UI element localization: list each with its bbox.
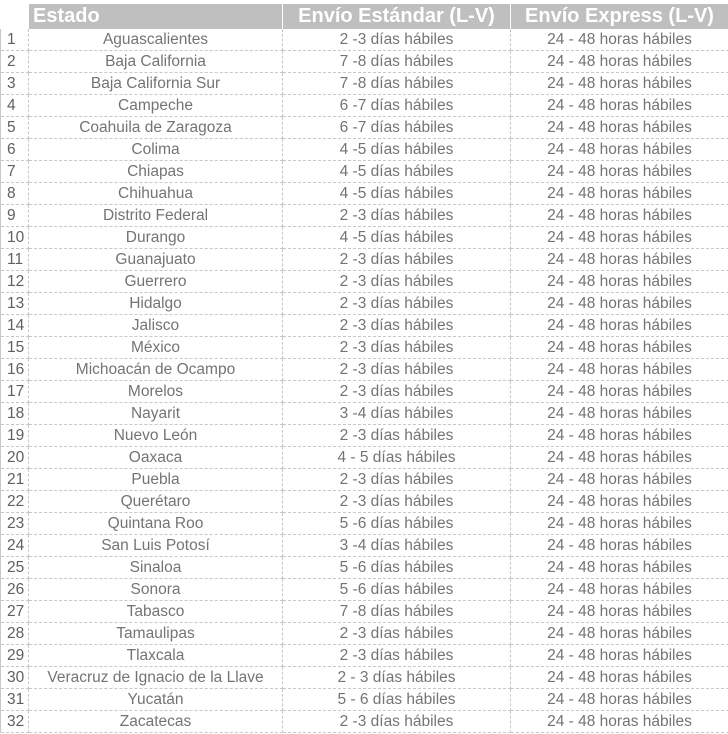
state-name: Oaxaca bbox=[29, 447, 283, 469]
express-shipping-time: 24 - 48 horas hábiles bbox=[511, 667, 728, 689]
standard-shipping-time: 2 -3 días hábiles bbox=[283, 205, 511, 227]
express-shipping-time: 24 - 48 horas hábiles bbox=[511, 359, 728, 381]
standard-shipping-time: 6 -7 días hábiles bbox=[283, 117, 511, 139]
state-name: Distrito Federal bbox=[29, 205, 283, 227]
express-shipping-time: 24 - 48 horas hábiles bbox=[511, 139, 728, 161]
header-row bbox=[1, 4, 728, 29]
express-shipping-time: 24 - 48 horas hábiles bbox=[511, 447, 728, 469]
express-shipping-time: 24 - 48 horas hábiles bbox=[511, 183, 728, 205]
row-number: 5 bbox=[1, 117, 29, 139]
express-shipping-time: 24 - 48 horas hábiles bbox=[511, 623, 728, 645]
table-row bbox=[1, 601, 728, 623]
state-name: Jalisco bbox=[29, 315, 283, 337]
state-name: San Luis Potosí bbox=[29, 535, 283, 557]
table-row bbox=[1, 139, 728, 161]
standard-shipping-time: 2 -3 días hábiles bbox=[283, 359, 511, 381]
standard-shipping-time: 5 - 6 días hábiles bbox=[283, 689, 511, 711]
state-name: Sonora bbox=[29, 579, 283, 601]
state-name: Tamaulipas bbox=[29, 623, 283, 645]
table-row bbox=[1, 359, 728, 381]
express-shipping-time: 24 - 48 horas hábiles bbox=[511, 469, 728, 491]
express-shipping-time: 24 - 48 horas hábiles bbox=[511, 51, 728, 73]
state-name: Yucatán bbox=[29, 689, 283, 711]
row-number: 20 bbox=[1, 447, 29, 469]
table-row bbox=[1, 403, 728, 425]
state-name: Durango bbox=[29, 227, 283, 249]
express-shipping-time: 24 - 48 horas hábiles bbox=[511, 711, 728, 733]
state-name: Campeche bbox=[29, 95, 283, 117]
table-row bbox=[1, 183, 728, 205]
express-shipping-time: 24 - 48 horas hábiles bbox=[511, 271, 728, 293]
table-row bbox=[1, 315, 728, 337]
header-number bbox=[1, 4, 29, 29]
row-number: 4 bbox=[1, 95, 29, 117]
header-standard-shipping: Envío Estándar (L-V) bbox=[283, 4, 511, 29]
table-row bbox=[1, 491, 728, 513]
row-number: 17 bbox=[1, 381, 29, 403]
express-shipping-time: 24 - 48 horas hábiles bbox=[511, 601, 728, 623]
express-shipping-time: 24 - 48 horas hábiles bbox=[511, 315, 728, 337]
state-name: Tabasco bbox=[29, 601, 283, 623]
express-shipping-time: 24 - 48 horas hábiles bbox=[511, 117, 728, 139]
row-number: 30 bbox=[1, 667, 29, 689]
standard-shipping-time: 2 -3 días hábiles bbox=[283, 337, 511, 359]
state-name: Zacatecas bbox=[29, 711, 283, 733]
table-row bbox=[1, 557, 728, 579]
standard-shipping-time: 2 -3 días hábiles bbox=[283, 271, 511, 293]
standard-shipping-time: 2 -3 días hábiles bbox=[283, 29, 511, 51]
state-name: Guerrero bbox=[29, 271, 283, 293]
state-name: Veracruz de Ignacio de la Llave bbox=[29, 667, 283, 689]
table-row bbox=[1, 161, 728, 183]
table-row bbox=[1, 645, 728, 667]
standard-shipping-time: 2 -3 días hábiles bbox=[283, 491, 511, 513]
row-number: 12 bbox=[1, 271, 29, 293]
express-shipping-time: 24 - 48 horas hábiles bbox=[511, 381, 728, 403]
table-row bbox=[1, 513, 728, 535]
express-shipping-time: 24 - 48 horas hábiles bbox=[511, 249, 728, 271]
row-number: 27 bbox=[1, 601, 29, 623]
standard-shipping-time: 2 -3 días hábiles bbox=[283, 293, 511, 315]
state-name: Chiapas bbox=[29, 161, 283, 183]
standard-shipping-time: 2 -3 días hábiles bbox=[283, 623, 511, 645]
table-row bbox=[1, 95, 728, 117]
express-shipping-time: 24 - 48 horas hábiles bbox=[511, 425, 728, 447]
table-row bbox=[1, 205, 728, 227]
row-number: 19 bbox=[1, 425, 29, 447]
state-name: Guanajuato bbox=[29, 249, 283, 271]
row-number: 29 bbox=[1, 645, 29, 667]
table-row bbox=[1, 425, 728, 447]
row-number: 26 bbox=[1, 579, 29, 601]
state-name: Querétaro bbox=[29, 491, 283, 513]
table-row bbox=[1, 711, 728, 733]
standard-shipping-time: 4 -5 días hábiles bbox=[283, 161, 511, 183]
row-number: 22 bbox=[1, 491, 29, 513]
table-row bbox=[1, 293, 728, 315]
state-name: Morelos bbox=[29, 381, 283, 403]
row-number: 11 bbox=[1, 249, 29, 271]
express-shipping-time: 24 - 48 horas hábiles bbox=[511, 227, 728, 249]
table-row bbox=[1, 579, 728, 601]
standard-shipping-time: 5 -6 días hábiles bbox=[283, 513, 511, 535]
standard-shipping-time: 5 -6 días hábiles bbox=[283, 557, 511, 579]
table-row bbox=[1, 689, 728, 711]
table-row bbox=[1, 271, 728, 293]
standard-shipping-time: 2 - 3 días hábiles bbox=[283, 667, 511, 689]
express-shipping-time: 24 - 48 horas hábiles bbox=[511, 73, 728, 95]
express-shipping-time: 24 - 48 horas hábiles bbox=[511, 579, 728, 601]
table-row bbox=[1, 51, 728, 73]
row-number: 1 bbox=[1, 29, 29, 51]
state-name: Coahuila de Zaragoza bbox=[29, 117, 283, 139]
standard-shipping-time: 7 -8 días hábiles bbox=[283, 73, 511, 95]
standard-shipping-time: 3 -4 días hábiles bbox=[283, 403, 511, 425]
express-shipping-time: 24 - 48 horas hábiles bbox=[511, 29, 728, 51]
standard-shipping-time: 7 -8 días hábiles bbox=[283, 51, 511, 73]
express-shipping-time: 24 - 48 horas hábiles bbox=[511, 205, 728, 227]
row-number: 9 bbox=[1, 205, 29, 227]
state-name: Aguascalientes bbox=[29, 29, 283, 51]
express-shipping-time: 24 - 48 horas hábiles bbox=[511, 293, 728, 315]
shipping-times-table bbox=[0, 4, 728, 733]
standard-shipping-time: 2 -3 días hábiles bbox=[283, 469, 511, 491]
table-row bbox=[1, 447, 728, 469]
standard-shipping-time: 7 -8 días hábiles bbox=[283, 601, 511, 623]
standard-shipping-time: 2 -3 días hábiles bbox=[283, 645, 511, 667]
row-number: 8 bbox=[1, 183, 29, 205]
standard-shipping-time: 2 -3 días hábiles bbox=[283, 425, 511, 447]
row-number: 21 bbox=[1, 469, 29, 491]
state-name: Puebla bbox=[29, 469, 283, 491]
standard-shipping-time: 6 -7 días hábiles bbox=[283, 95, 511, 117]
state-name: Chihuahua bbox=[29, 183, 283, 205]
table-row bbox=[1, 117, 728, 139]
header-express-shipping: Envío Express (L-V) bbox=[511, 4, 728, 29]
row-number: 2 bbox=[1, 51, 29, 73]
express-shipping-time: 24 - 48 horas hábiles bbox=[511, 337, 728, 359]
express-shipping-time: 24 - 48 horas hábiles bbox=[511, 645, 728, 667]
state-name: Quintana Roo bbox=[29, 513, 283, 535]
table-row bbox=[1, 469, 728, 491]
standard-shipping-time: 2 -3 días hábiles bbox=[283, 315, 511, 337]
row-number: 28 bbox=[1, 623, 29, 645]
state-name: Nuevo León bbox=[29, 425, 283, 447]
standard-shipping-time: 2 -3 días hábiles bbox=[283, 249, 511, 271]
state-name: Tlaxcala bbox=[29, 645, 283, 667]
express-shipping-time: 24 - 48 horas hábiles bbox=[511, 95, 728, 117]
standard-shipping-time: 4 -5 días hábiles bbox=[283, 183, 511, 205]
row-number: 10 bbox=[1, 227, 29, 249]
row-number: 18 bbox=[1, 403, 29, 425]
table-row bbox=[1, 623, 728, 645]
table-row bbox=[1, 29, 728, 51]
standard-shipping-time: 4 -5 días hábiles bbox=[283, 227, 511, 249]
state-name: México bbox=[29, 337, 283, 359]
express-shipping-time: 24 - 48 horas hábiles bbox=[511, 689, 728, 711]
table-row bbox=[1, 535, 728, 557]
state-name: Colima bbox=[29, 139, 283, 161]
table-row bbox=[1, 381, 728, 403]
state-name: Hidalgo bbox=[29, 293, 283, 315]
row-number: 15 bbox=[1, 337, 29, 359]
row-number: 24 bbox=[1, 535, 29, 557]
standard-shipping-time: 2 -3 días hábiles bbox=[283, 381, 511, 403]
state-name: Michoacán de Ocampo bbox=[29, 359, 283, 381]
state-name: Nayarit bbox=[29, 403, 283, 425]
standard-shipping-time: 2 -3 días hábiles bbox=[283, 711, 511, 733]
row-number: 23 bbox=[1, 513, 29, 535]
row-number: 25 bbox=[1, 557, 29, 579]
row-number: 7 bbox=[1, 161, 29, 183]
row-number: 3 bbox=[1, 73, 29, 95]
table-row bbox=[1, 73, 728, 95]
state-name: Sinaloa bbox=[29, 557, 283, 579]
express-shipping-time: 24 - 48 horas hábiles bbox=[511, 557, 728, 579]
table-row bbox=[1, 667, 728, 689]
express-shipping-time: 24 - 48 horas hábiles bbox=[511, 535, 728, 557]
express-shipping-time: 24 - 48 horas hábiles bbox=[511, 491, 728, 513]
express-shipping-time: 24 - 48 horas hábiles bbox=[511, 403, 728, 425]
express-shipping-time: 24 - 48 horas hábiles bbox=[511, 513, 728, 535]
standard-shipping-time: 4 -5 días hábiles bbox=[283, 139, 511, 161]
standard-shipping-time: 5 -6 días hábiles bbox=[283, 579, 511, 601]
table-row bbox=[1, 249, 728, 271]
standard-shipping-time: 3 -4 días hábiles bbox=[283, 535, 511, 557]
row-number: 16 bbox=[1, 359, 29, 381]
row-number: 14 bbox=[1, 315, 29, 337]
row-number: 32 bbox=[1, 711, 29, 733]
state-name: Baja California bbox=[29, 51, 283, 73]
header-estado: Estado bbox=[29, 4, 283, 29]
row-number: 6 bbox=[1, 139, 29, 161]
table-row bbox=[1, 337, 728, 359]
row-number: 13 bbox=[1, 293, 29, 315]
row-number: 31 bbox=[1, 689, 29, 711]
table-row bbox=[1, 227, 728, 249]
express-shipping-time: 24 - 48 horas hábiles bbox=[511, 161, 728, 183]
state-name: Baja California Sur bbox=[29, 73, 283, 95]
standard-shipping-time: 4 - 5 días hábiles bbox=[283, 447, 511, 469]
